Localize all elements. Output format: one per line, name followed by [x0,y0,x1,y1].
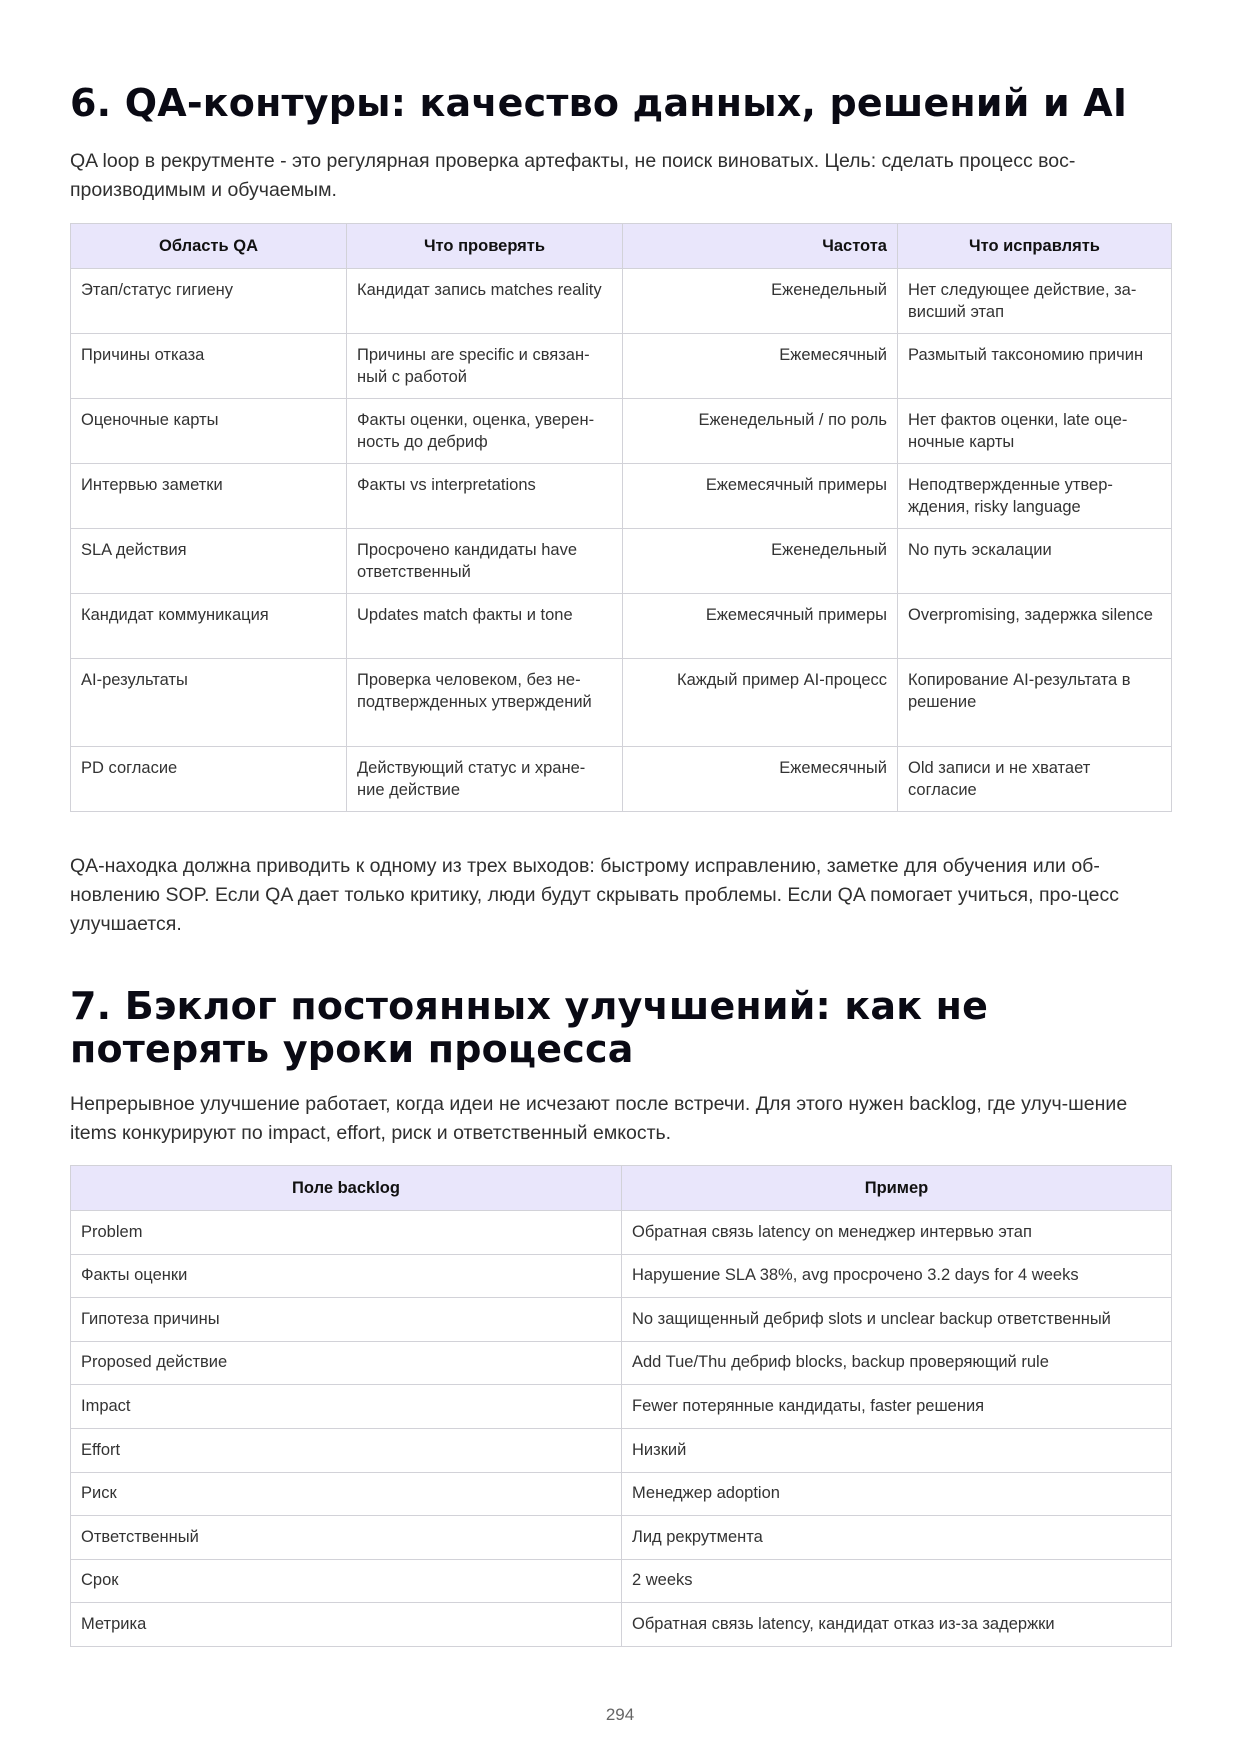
table-cell: Proposed действие [71,1341,622,1385]
table-cell: PD согласие [71,747,347,812]
table-row [71,1341,1172,1385]
table-cell: Ежемесячный примеры [623,594,898,659]
backlog-table-header-row [71,1166,1172,1211]
table-cell: Срок [71,1559,622,1603]
table-cell: Интервью заметки [71,464,347,529]
table-cell: Impact [71,1385,622,1429]
table-cell: Каждый пример AI-процесс [623,659,898,747]
qa-table-header-row [71,224,1172,269]
table-cell: Оценочные карты [71,399,347,464]
table-row [71,464,1172,529]
table-cell: Updates match факты и tone [347,594,623,659]
qa-table-header-area: Область QA [71,224,347,269]
section-6-heading: 6. QA-контуры: качество данных, решений и AI [70,81,1128,125]
section-7-heading: 7. Бэклог постоянных улучшений: как не потерять уроки процесса [70,984,989,1071]
table-row [71,1385,1172,1429]
table-row [71,399,1172,464]
table-row [71,269,1172,334]
table-cell: Кандидат коммуникация [71,594,347,659]
table-cell: Old записи и не хватает согласие [898,747,1172,812]
table-row [71,1428,1172,1472]
table-cell: Факты vs interpretations [347,464,623,529]
table-cell: No путь эскалации [898,529,1172,594]
backlog-table-header-example: Пример [622,1166,1172,1211]
table-cell: Риск [71,1472,622,1516]
qa-table-header-fix: Что исправлять [898,224,1172,269]
table-cell: Нарушение SLA 38%, avg просрочено 3.2 days for 4 weeks [622,1254,1172,1298]
table-cell: Гипотеза причины [71,1298,622,1342]
table-cell: Лид рекрутмента [622,1516,1172,1560]
backlog-table [70,1165,1172,1647]
table-row [71,1211,1172,1255]
table-cell: Низкий [622,1428,1172,1472]
section-6-intro: QA loop в рекрутменте - это регулярная проверка артефакты, не поиск виноватых. Цель: сделать процесс вос-производимым и обучаемым. [70,150,1076,201]
section-6-summary: QA-находка должна приводить к одному из трех выходов: быстрому исправлению, заметке для обучения или об-новлению SOP. Если QA дает только критику, люди будут скрывать проблемы. Если QA помогает учиться, про-цесс улучшается. [70,855,1119,935]
table-cell: Проверка человеком, без не-подтвержденных утверждений [347,659,623,747]
table-cell: Ежемесячный примеры [623,464,898,529]
table-cell: Effort [71,1428,622,1472]
table-row [71,747,1172,812]
page-number: 294 [605,1705,635,1724]
table-cell: Просрочено кандидаты have ответственный [347,529,623,594]
table-cell: Размытый таксономию причин [898,334,1172,399]
section-7-intro: Непрерывное улучшение работает, когда идеи не исчезают после встречи. Для этого нужен backlog, где улуч-шение items конкурируют по impact, effort, риск и ответственный емкость. [70,1093,1128,1144]
qa-table-header-check: Что проверять [347,224,623,269]
table-row [71,1472,1172,1516]
table-cell: Метрика [71,1603,622,1647]
table-cell: Причины are specific и связан-ный с работой [347,334,623,399]
table-cell: AI-результаты [71,659,347,747]
table-cell: Ответственный [71,1516,622,1560]
table-cell: Overpromising, задержка silence [898,594,1172,659]
table-row [71,1298,1172,1342]
table-row [71,1516,1172,1560]
table-row [71,594,1172,659]
table-cell: Копирование AI-результата в решение [898,659,1172,747]
table-row [71,1603,1172,1647]
table-cell: Факты оценки, оценка, уверен-ность до дебриф [347,399,623,464]
table-cell: 2 weeks [622,1559,1172,1603]
table-cell: Fewer потерянные кандидаты, faster решения [622,1385,1172,1429]
table-cell: Обратная связь latency, кандидат отказ из-за задержки [622,1603,1172,1647]
table-cell: Этап/статус гигиену [71,269,347,334]
backlog-table-header-field: Поле backlog [71,1166,622,1211]
qa-table-header-frequency: Частота [623,224,898,269]
table-cell: Ежемесячный [623,747,898,812]
table-cell: Problem [71,1211,622,1255]
table-cell: SLA действия [71,529,347,594]
qa-table [70,223,1172,812]
table-row [71,659,1172,747]
table-cell: No защищенный дебриф slots и unclear backup ответственный [622,1298,1172,1342]
table-cell: Add Tue/Thu дебриф blocks, backup проверяющий rule [622,1341,1172,1385]
table-row [71,334,1172,399]
table-cell: Ежемесячный [623,334,898,399]
table-row [71,1254,1172,1298]
table-cell: Причины отказа [71,334,347,399]
table-cell: Обратная связь latency on менеджер интервью этап [622,1211,1172,1255]
table-cell: Еженедельный [623,529,898,594]
table-cell: Неподтвержденные утвер-ждения, risky language [898,464,1172,529]
table-cell: Кандидат запись matches reality [347,269,623,334]
table-cell: Менеджер adoption [622,1472,1172,1516]
table-cell: Действующий статус и хране-ние действие [347,747,623,812]
table-cell: Факты оценки [71,1254,622,1298]
table-cell: Нет фактов оценки, late оце-ночные карты [898,399,1172,464]
table-row [71,1559,1172,1603]
table-row [71,529,1172,594]
table-cell: Еженедельный / по роль [623,399,898,464]
table-cell: Нет следующее действие, за-висший этап [898,269,1172,334]
table-cell: Еженедельный [623,269,898,334]
